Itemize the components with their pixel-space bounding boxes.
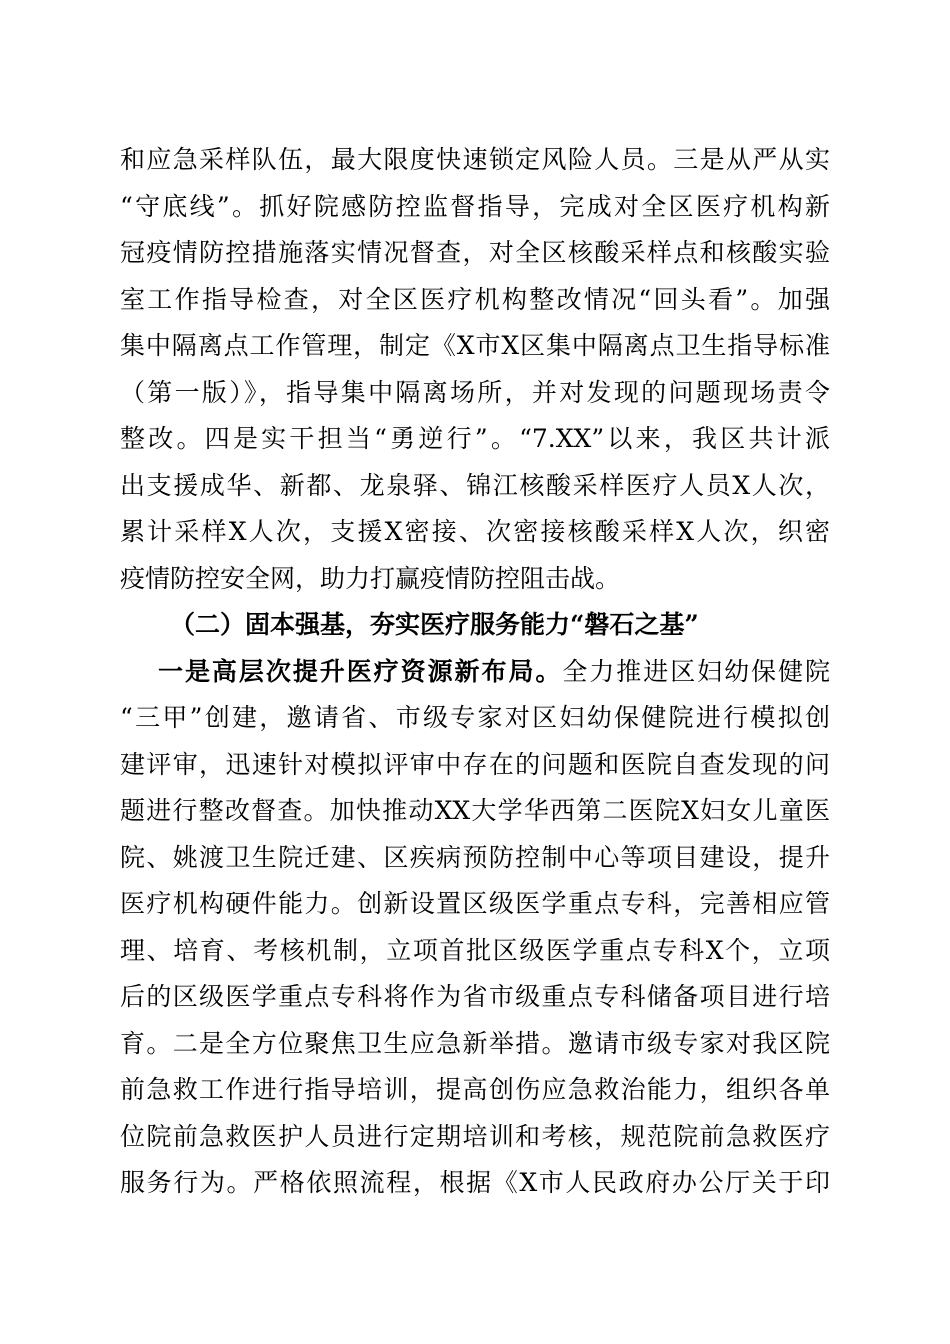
bold-lead-phrase: 一是高层次提升医疗资源新布局。	[158, 656, 563, 686]
text-line: 位院前急救医护人员进行定期培训和考核，规范院前急救医疗	[120, 1121, 830, 1151]
text-line: 整改。四是实干担当“勇逆行”。“7.XX”以来，我区共计派	[120, 424, 830, 453]
text-line: 题进行整改督查。加快推动XX大学华西第二医院X妇女儿童医	[120, 796, 830, 825]
text-line: 集中隔离点工作管理，制定《X市X区集中隔离点卫生指导标准	[120, 331, 830, 360]
text-line: 建评审，迅速针对模拟评审中存在的问题和医院自查发现的问	[120, 749, 830, 779]
document-body	[120, 137, 830, 1207]
text-line: 出支援成华、新都、龙泉驿、锦江核酸采样医疗人员X人次，	[120, 470, 830, 500]
text-line: 服务行为。严格依照流程，根据《X市人民政府办公厅关于印	[120, 1168, 830, 1197]
text-line: 冠疫情防控措施落实情况督查，对全区核酸采样点和核酸实验	[120, 238, 830, 267]
text-line: 育。二是全方位聚焦卫生应急新举措。邀请市级专家对我区院	[120, 1028, 830, 1058]
text-line: （第一版）》，指导集中隔离场所，并对发现的问题现场责令	[120, 377, 830, 407]
text-line: 累计采样X人次，支援X密接、次密接核酸采样X人次，织密	[120, 517, 830, 546]
text-line: 疫情防控安全网，助力打赢疫情防控阻击战。	[120, 563, 621, 593]
text-line: “守底线”。抓好院感防控监督指导，完成对全区医疗机构新	[120, 191, 830, 221]
section-heading: （二）固本强基，夯实医疗服务能力“磐石之基”	[170, 610, 699, 639]
text-line: 前急救工作进行指导培训，提高创伤应急救治能力，组织各单	[120, 1075, 830, 1104]
text-line: “三甲”创建，邀请省、市级专家对区妇幼保健院进行模拟创	[120, 703, 830, 732]
text-line: 医疗机构硬件能力。创新设置区级医学重点专科，完善相应管	[120, 889, 830, 918]
text-line: 和应急采样队伍，最大限度快速锁定风险人员。三是从严从实	[120, 145, 830, 174]
lead-rest: 全力推进区妇幼保健院	[562, 656, 830, 686]
paragraph-first-line	[120, 649, 830, 696]
text-line: 室工作指导检查，对全区医疗机构整改情况“回头看”。加强	[120, 284, 830, 314]
text-line: 后的区级医学重点专科将作为省市级重点专科储备项目进行培	[120, 982, 830, 1011]
text-line: 院、姚渡卫生院迁建、区疾病预防控制中心等项目建设，提升	[120, 842, 830, 872]
text-line: 理、培育、考核机制，立项首批区级医学重点专科X个，立项	[120, 935, 830, 965]
